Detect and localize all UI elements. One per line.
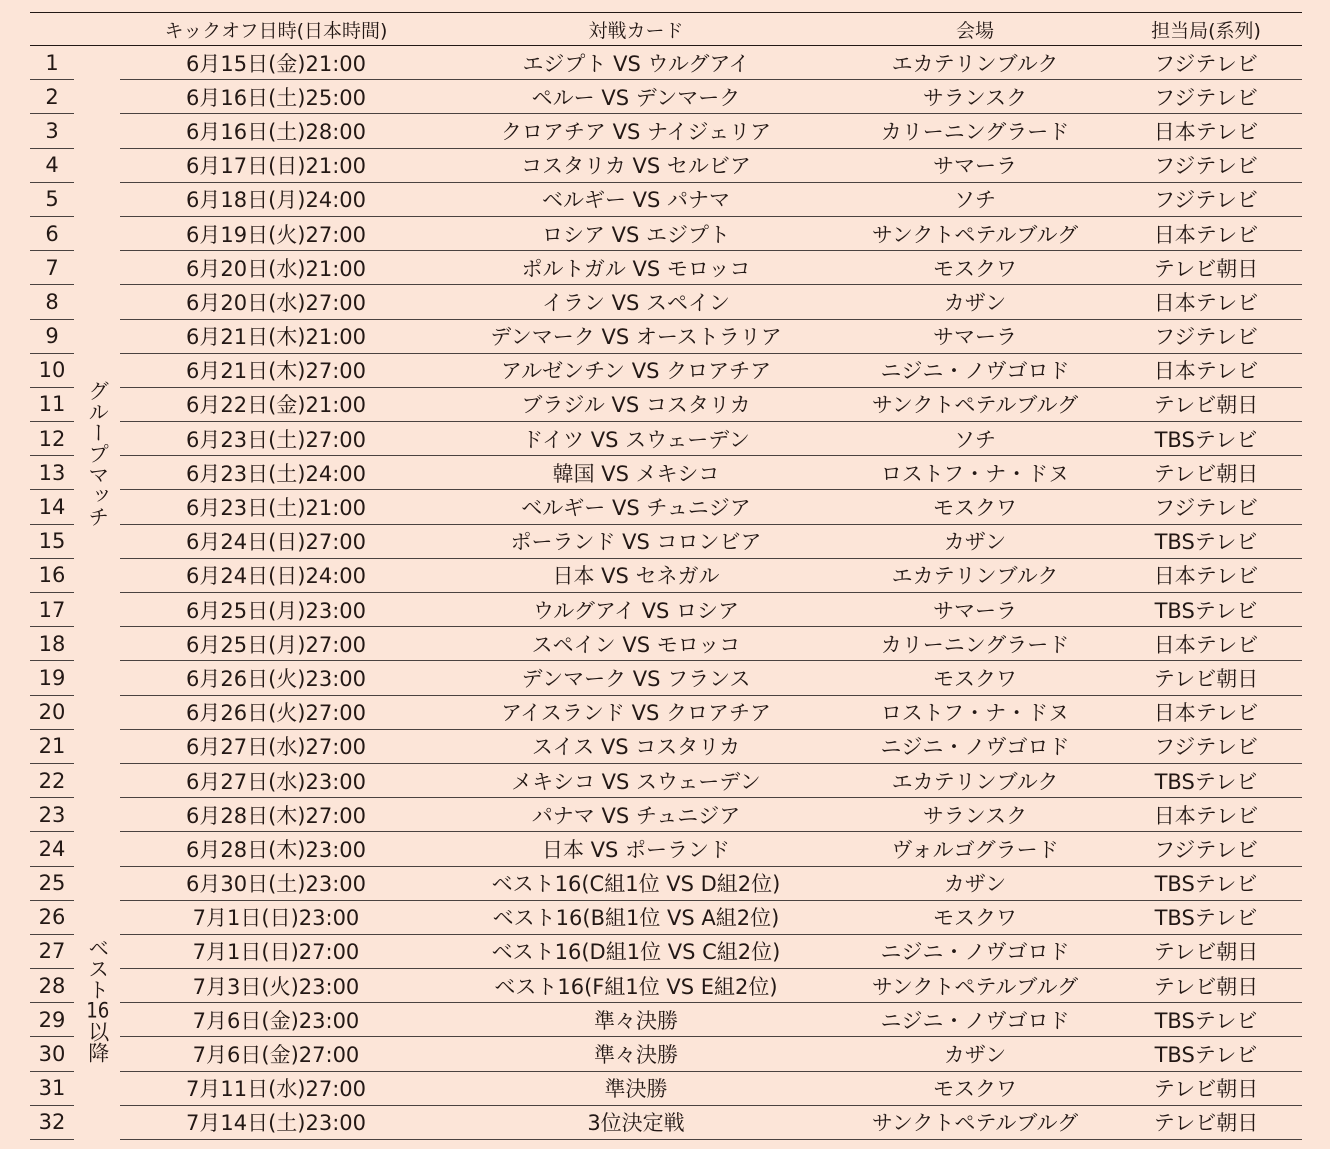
category-label	[85, 937, 109, 1063]
broadcaster: テレビ朝日	[1110, 661, 1302, 695]
kickoff-datetime: 6月23日(土)24:00	[120, 456, 432, 490]
match-number: 21	[30, 729, 74, 763]
broadcaster: TBSテレビ	[1110, 422, 1302, 456]
broadcaster: 日本テレビ	[1110, 627, 1302, 661]
venue: ソチ	[840, 422, 1110, 456]
match-card: 準々決勝	[432, 1037, 840, 1071]
match-number: 25	[30, 866, 74, 900]
venue: カザン	[840, 524, 1110, 558]
kickoff-datetime: 6月26日(火)27:00	[120, 695, 432, 729]
table-row	[30, 114, 1302, 148]
category-knockout	[74, 866, 120, 1140]
kickoff-datetime: 6月16日(土)25:00	[120, 80, 432, 114]
table-header	[30, 13, 1302, 46]
table-row	[30, 558, 1302, 592]
broadcaster: テレビ朝日	[1110, 1071, 1302, 1105]
match-number: 16	[30, 558, 74, 592]
schedule-table	[30, 12, 1302, 1140]
venue: ソチ	[840, 182, 1110, 216]
venue: サマーラ	[840, 319, 1110, 353]
table-row	[30, 524, 1302, 558]
kickoff-datetime: 6月23日(土)27:00	[120, 422, 432, 456]
kickoff-datetime: 7月1日(日)27:00	[120, 934, 432, 968]
table-row	[30, 763, 1302, 797]
broadcaster: テレビ朝日	[1110, 1105, 1302, 1139]
kickoff-datetime: 6月20日(水)27:00	[120, 285, 432, 319]
header-category	[74, 13, 120, 46]
broadcaster: 日本テレビ	[1110, 695, 1302, 729]
match-card: ベスト16(C組1位 VS D組2位)	[432, 866, 840, 900]
match-card: ベルギー VS チュニジア	[432, 490, 840, 524]
match-number: 14	[30, 490, 74, 524]
broadcaster: TBSテレビ	[1110, 900, 1302, 934]
header-match: 対戦カード	[432, 13, 840, 46]
broadcaster: 日本テレビ	[1110, 353, 1302, 387]
kickoff-datetime: 6月16日(土)28:00	[120, 114, 432, 148]
table-row	[30, 695, 1302, 729]
kickoff-datetime: 6月19日(火)27:00	[120, 216, 432, 250]
table-row	[30, 46, 1302, 80]
kickoff-datetime: 6月26日(火)23:00	[120, 661, 432, 695]
match-card: ブラジル VS コスタリカ	[432, 387, 840, 421]
kickoff-datetime: 6月28日(木)23:00	[120, 832, 432, 866]
broadcaster: テレビ朝日	[1110, 456, 1302, 490]
venue: ロストフ・ナ・ドヌ	[840, 456, 1110, 490]
match-card: スペイン VS モロッコ	[432, 627, 840, 661]
match-card: 日本 VS セネガル	[432, 558, 840, 592]
table-row	[30, 866, 1302, 900]
match-card: ペルー VS デンマーク	[432, 80, 840, 114]
broadcaster: フジテレビ	[1110, 148, 1302, 182]
broadcaster: テレビ朝日	[1110, 934, 1302, 968]
match-card: ロシア VS エジプト	[432, 216, 840, 250]
match-card: デンマーク VS フランス	[432, 661, 840, 695]
kickoff-datetime: 6月25日(月)27:00	[120, 627, 432, 661]
venue: サランスク	[840, 80, 1110, 114]
table-row	[30, 456, 1302, 490]
match-card: コスタリカ VS セルビア	[432, 148, 840, 182]
table-row	[30, 934, 1302, 968]
match-number: 32	[30, 1105, 74, 1139]
match-number: 11	[30, 387, 74, 421]
category-label-prefix: ベスト	[85, 936, 110, 1000]
venue: エカテリンブルク	[840, 763, 1110, 797]
match-number: 22	[30, 763, 74, 797]
match-card: デンマーク VS オーストラリア	[432, 319, 840, 353]
match-number: 5	[30, 182, 74, 216]
broadcaster: テレビ朝日	[1110, 251, 1302, 285]
table-row	[30, 182, 1302, 216]
venue: サンクトペテルブルグ	[840, 969, 1110, 1003]
category-label-suffix: 以降	[85, 1020, 110, 1063]
table-row	[30, 387, 1302, 421]
match-card: エジプト VS ウルグアイ	[432, 46, 840, 80]
kickoff-datetime: 6月18日(月)24:00	[120, 182, 432, 216]
venue: カリーニングラード	[840, 627, 1110, 661]
venue: ニジニ・ノヴゴロド	[840, 729, 1110, 763]
venue: サンクトペテルブルグ	[840, 216, 1110, 250]
table-row	[30, 216, 1302, 250]
table-row	[30, 1003, 1302, 1037]
table-row	[30, 148, 1302, 182]
match-card: 日本 VS ポーランド	[432, 832, 840, 866]
venue: ニジニ・ノヴゴロド	[840, 353, 1110, 387]
match-card: 準々決勝	[432, 1003, 840, 1037]
match-card: スイス VS コスタリカ	[432, 729, 840, 763]
broadcaster: フジテレビ	[1110, 832, 1302, 866]
venue: カリーニングラード	[840, 114, 1110, 148]
venue: ニジニ・ノヴゴロド	[840, 934, 1110, 968]
venue: サマーラ	[840, 593, 1110, 627]
broadcaster: フジテレビ	[1110, 319, 1302, 353]
broadcaster: フジテレビ	[1110, 490, 1302, 524]
table-row	[30, 80, 1302, 114]
kickoff-datetime: 6月24日(日)27:00	[120, 524, 432, 558]
broadcaster: フジテレビ	[1110, 80, 1302, 114]
table-row	[30, 661, 1302, 695]
venue: サンクトペテルブルグ	[840, 1105, 1110, 1139]
kickoff-datetime: 6月21日(木)27:00	[120, 353, 432, 387]
broadcaster: テレビ朝日	[1110, 969, 1302, 1003]
venue: ヴォルゴグラード	[840, 832, 1110, 866]
table-row	[30, 285, 1302, 319]
match-number: 31	[30, 1071, 74, 1105]
match-number: 1	[30, 46, 74, 80]
match-number: 30	[30, 1037, 74, 1071]
kickoff-datetime: 7月11日(水)27:00	[120, 1071, 432, 1105]
table-row	[30, 422, 1302, 456]
table-row	[30, 251, 1302, 285]
match-number: 15	[30, 524, 74, 558]
match-number: 20	[30, 695, 74, 729]
match-number: 29	[30, 1003, 74, 1037]
match-number: 17	[30, 593, 74, 627]
match-number: 10	[30, 353, 74, 387]
broadcaster: TBSテレビ	[1110, 1003, 1302, 1037]
venue: サンクトペテルブルグ	[840, 387, 1110, 421]
table-row	[30, 319, 1302, 353]
table-row	[30, 900, 1302, 934]
broadcaster: 日本テレビ	[1110, 216, 1302, 250]
venue: サランスク	[840, 798, 1110, 832]
match-card: ドイツ VS スウェーデン	[432, 422, 840, 456]
table-row	[30, 729, 1302, 763]
match-card: 準決勝	[432, 1071, 840, 1105]
broadcaster: 日本テレビ	[1110, 798, 1302, 832]
kickoff-datetime: 6月22日(金)21:00	[120, 387, 432, 421]
table-row	[30, 832, 1302, 866]
venue: ロストフ・ナ・ドヌ	[840, 695, 1110, 729]
kickoff-datetime: 6月21日(木)21:00	[120, 319, 432, 353]
kickoff-datetime: 7月6日(金)23:00	[120, 1003, 432, 1037]
match-number: 24	[30, 832, 74, 866]
kickoff-datetime: 7月6日(金)27:00	[120, 1037, 432, 1071]
broadcaster: 日本テレビ	[1110, 114, 1302, 148]
match-card: ベスト16(F組1位 VS E組2位)	[432, 969, 840, 1003]
kickoff-datetime: 6月28日(木)27:00	[120, 798, 432, 832]
match-number: 7	[30, 251, 74, 285]
venue: サマーラ	[840, 148, 1110, 182]
match-number: 6	[30, 216, 74, 250]
match-number: 8	[30, 285, 74, 319]
match-number: 26	[30, 900, 74, 934]
table-row	[30, 969, 1302, 1003]
kickoff-datetime: 7月14日(土)23:00	[120, 1105, 432, 1139]
venue: モスクワ	[840, 251, 1110, 285]
match-number: 18	[30, 627, 74, 661]
table-row	[30, 353, 1302, 387]
venue: カザン	[840, 866, 1110, 900]
venue: エカテリンブルク	[840, 46, 1110, 80]
venue: モスクワ	[840, 1071, 1110, 1105]
table-row	[30, 627, 1302, 661]
header-row	[30, 13, 1302, 46]
match-card: ベスト16(B組1位 VS A組2位)	[432, 900, 840, 934]
header-datetime: キックオフ日時(日本時間)	[120, 13, 432, 46]
broadcaster: TBSテレビ	[1110, 1037, 1302, 1071]
venue: モスクワ	[840, 661, 1110, 695]
venue: ニジニ・ノヴゴロド	[840, 1003, 1110, 1037]
match-card: クロアチア VS ナイジェリア	[432, 114, 840, 148]
table-row	[30, 1071, 1302, 1105]
table-row	[30, 1037, 1302, 1071]
match-card: アイスランド VS クロアチア	[432, 695, 840, 729]
match-number: 12	[30, 422, 74, 456]
broadcaster: TBSテレビ	[1110, 866, 1302, 900]
broadcaster: TBSテレビ	[1110, 524, 1302, 558]
match-number: 23	[30, 798, 74, 832]
kickoff-datetime: 7月3日(火)23:00	[120, 969, 432, 1003]
venue: カザン	[840, 285, 1110, 319]
match-number: 3	[30, 114, 74, 148]
broadcaster: フジテレビ	[1110, 729, 1302, 763]
kickoff-datetime: 6月24日(日)24:00	[120, 558, 432, 592]
broadcaster: TBSテレビ	[1110, 593, 1302, 627]
broadcaster: テレビ朝日	[1110, 387, 1302, 421]
kickoff-datetime: 6月17日(日)21:00	[120, 148, 432, 182]
match-card: アルゼンチン VS クロアチア	[432, 353, 840, 387]
match-card: 韓国 VS メキシコ	[432, 456, 840, 490]
match-card: ベルギー VS パナマ	[432, 182, 840, 216]
match-card: 3位決定戦	[432, 1105, 840, 1139]
venue: モスクワ	[840, 900, 1110, 934]
match-card: ポーランド VS コロンビア	[432, 524, 840, 558]
venue: エカテリンブルク	[840, 558, 1110, 592]
broadcaster: TBSテレビ	[1110, 763, 1302, 797]
table-row	[30, 798, 1302, 832]
kickoff-datetime: 6月25日(月)23:00	[120, 593, 432, 627]
match-card: パナマ VS チュニジア	[432, 798, 840, 832]
match-number: 27	[30, 934, 74, 968]
match-number: 9	[30, 319, 74, 353]
broadcaster: フジテレビ	[1110, 46, 1302, 80]
category-label-number: 16	[86, 999, 110, 1021]
venue: モスクワ	[840, 490, 1110, 524]
kickoff-datetime: 6月15日(金)21:00	[120, 46, 432, 80]
kickoff-datetime: 6月30日(土)23:00	[120, 866, 432, 900]
match-card: イラン VS スペイン	[432, 285, 840, 319]
kickoff-datetime: 6月23日(土)21:00	[120, 490, 432, 524]
kickoff-datetime: 7月1日(日)23:00	[120, 900, 432, 934]
category-group-stage	[74, 46, 120, 867]
match-card: メキシコ VS スウェーデン	[432, 763, 840, 797]
kickoff-datetime: 6月27日(水)23:00	[120, 763, 432, 797]
match-number: 4	[30, 148, 74, 182]
match-number: 28	[30, 969, 74, 1003]
table-row	[30, 1105, 1302, 1139]
match-number: 13	[30, 456, 74, 490]
match-number: 19	[30, 661, 74, 695]
header-broadcaster: 担当局(系列)	[1110, 13, 1302, 46]
match-card: ポルトガル VS モロッコ	[432, 251, 840, 285]
venue: カザン	[840, 1037, 1110, 1071]
table-row	[30, 490, 1302, 524]
match-card: ベスト16(D組1位 VS C組2位)	[432, 934, 840, 968]
table-row	[30, 593, 1302, 627]
match-card: ウルグアイ VS ロシア	[432, 593, 840, 627]
broadcaster: 日本テレビ	[1110, 285, 1302, 319]
header-no	[30, 13, 74, 46]
header-venue: 会場	[840, 13, 1110, 46]
kickoff-datetime: 6月20日(水)21:00	[120, 251, 432, 285]
kickoff-datetime: 6月27日(水)27:00	[120, 729, 432, 763]
category-label: グループマッチ	[85, 379, 110, 527]
table-body	[30, 46, 1302, 1140]
broadcaster: 日本テレビ	[1110, 558, 1302, 592]
broadcaster: フジテレビ	[1110, 182, 1302, 216]
match-number: 2	[30, 80, 74, 114]
